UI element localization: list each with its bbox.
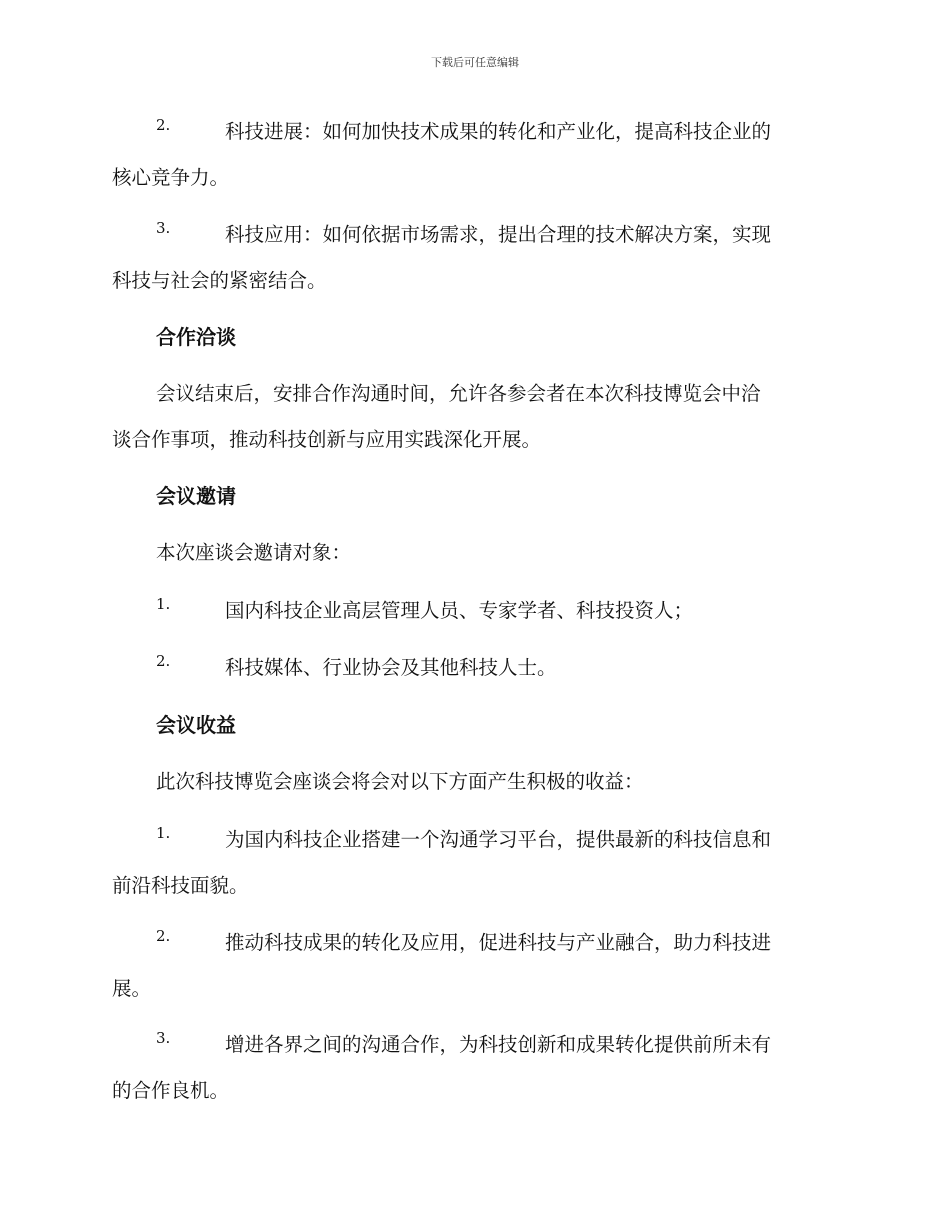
list-text-continued: 科技与社会的紧密结合。 [112,269,327,292]
list-text: 科技媒体、行业协会及其他科技人士。 [225,656,557,679]
list-number: 1. [156,595,171,613]
section-heading-cooperation: 合作洽谈 [156,325,236,349]
list-text-continued: 展。 [112,977,152,1000]
list-number: 2. [156,652,171,670]
list-number: 2. [156,927,171,945]
paragraph-line: 此次科技博览会座谈会将会对以下方面产生积极的收益： [156,770,644,793]
list-text-continued: 的合作良机。 [112,1079,230,1102]
list-text-continued: 前沿科技面貌。 [112,874,249,897]
list-number: 2. [156,116,171,134]
list-number: 3. [156,1029,171,1047]
list-text: 增进各界之间的沟通合作，为科技创新和成果转化提供前所未有 [225,1033,772,1056]
paragraph-line: 会议结束后，安排合作沟通时间，允许各参会者在本次科技博览会中洽 [156,382,761,405]
section-heading-benefits: 会议收益 [156,713,236,737]
paragraph-line: 谈合作事项，推动科技创新与应用实践深化开展。 [112,428,542,451]
list-text: 国内科技企业高层管理人员、专家学者、科技投资人； [225,599,694,622]
paragraph-line: 本次座谈会邀请对象： [156,541,352,564]
section-heading-invitation: 会议邀请 [156,484,236,508]
page-header: 下载后可任意编辑 [431,56,519,69]
list-text-continued: 核心竞争力。 [112,166,230,189]
list-text: 为国内科技企业搭建一个沟通学习平台，提供最新的科技信息和 [225,828,772,851]
list-number: 3. [156,219,171,237]
list-text: 科技进展：如何加快技术成果的转化和产业化，提高科技企业的 [225,120,772,143]
list-text: 科技应用：如何依据市场需求，提出合理的技术解决方案，实现 [225,223,772,246]
list-number: 1. [156,824,171,842]
list-text: 推动科技成果的转化及应用，促进科技与产业融合，助力科技进 [225,931,772,954]
